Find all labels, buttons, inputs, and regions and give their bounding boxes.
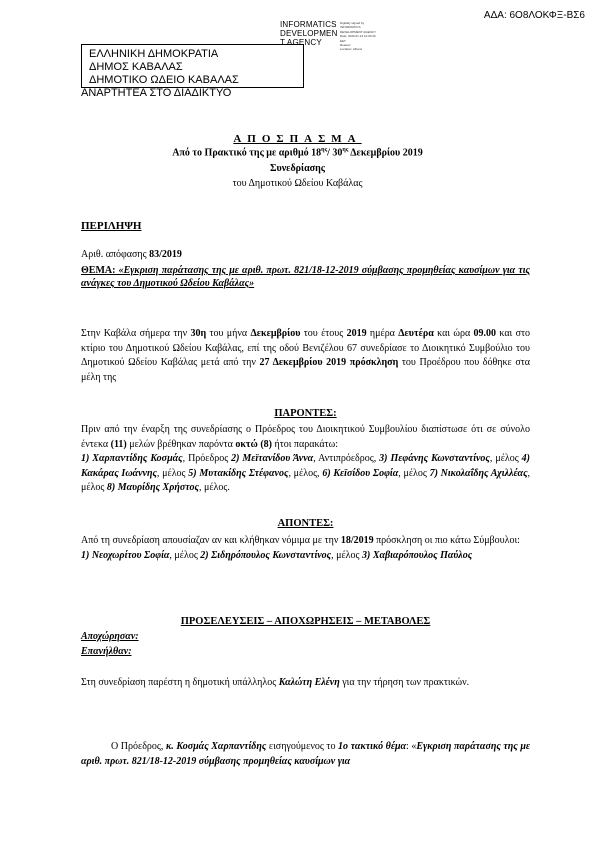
header-line-republic: ΕΛΛΗΝΙΚΗ ΔΗΜΟΚΡΑΤΙΑ [89, 48, 219, 60]
member-name: 1) Νεοχωρίτου Σοφία [81, 549, 170, 561]
closing-paragraph: Ο Πρόεδρος, κ. Κοσμάς Χαρπαντίδης εισηγούμενος το 1ο τακτικό θέμα: «Εγκριση παράτασης της με αριθ. πρωτ. 821/18-12-2019 σύμβασης προμηθείας καυσίμων για [81, 741, 531, 767]
signature-details: Digitally signed by INFORMATICS DEVELOPMENT AGENCY Date: 2020.01.13 12:30:43 EET Reason: Location: Athens [340, 21, 376, 52]
member-name: 7) Νικολαΐδης Αχιλλέας [429, 467, 528, 479]
member-name: 2) Σιδηρόπουλος Κωνσταντίνος [200, 549, 332, 561]
member-name: 5) Μυτακίδης Στέφανος [188, 467, 289, 479]
withdrew-label: Αποχώρησαν: [81, 631, 139, 642]
present-paragraph: Πριν από την έναρξη της συνεδρίασης ο Πρόεδρος του Διοικητικού Συμβουλίου διαπίστωσε ότι σε σύνολο έντεκα (11) μελών βρέθηκαν παρόντα οκτώ (8) ήτοι παρακάτω: 1) Χαρπαντίδης Κοσμάς, Πρόεδρος 2) Μεϊτανίδου Άννα, Αντιπρόεδρος, 3) Πεφάνης Κωνσταντίνος, μέλος 4) Κακάρας Ιωάννης, μέλος 5) Μυτακίδης Στέφανος, μέλος, 6) Κεϊσίδου Σοφία, μέλος 7) Νικολαΐδης Αχιλλέας, μέλος 8) Μαυρίδης Χρήστος, μέλος. [81, 424, 531, 493]
absent-paragraph: Από τη συνεδρίαση απουσίαζαν αν και κλήθηκαν νόμιμα με την 18/2019 πρόσκληση οι πιο κάτω Σύμβουλοι: 1) Νεοχωρίτου Σοφία, μέλος 2) Σιδηρόπουλος Κωνσταντίνος, μέλος 3) Χαβιαρόπουλος Παύλος [81, 535, 520, 561]
member-name: 8) Μαυρίδης Χρήστος [106, 482, 199, 493]
decision-number: Αριθ. απόφασης 83/2019 [81, 249, 182, 260]
header-line-municipality: ΔΗΜΟΣ ΚΑΒΑΛΑΣ [89, 61, 183, 73]
minutes-reference: Από το Πρακτικό της με αριθμό $18^{\eta\varsigma}/$ $30^{\eta\varsigma}$ Δεκεμβρίου 2019 [172, 147, 423, 159]
present-heading: ΠΑΡΟΝΤΕΣ: [274, 408, 337, 419]
logo-text: INFORMATICS DEVELOPMEN T AGENCY [280, 20, 338, 47]
member-name: 3) Χαβιαρόπουλος Παύλος [362, 549, 473, 561]
ada-code: ΑΔΑ: 6Ο8ΛΟΚΦΞ-ΒΣ6 [483, 10, 585, 21]
changes-heading: ΠΡΟΣΕΛΕΥΣΕΙΣ – ΑΠΟΧΩΡΗΣΕΙΣ – ΜΕΤΑΒΟΛΕΣ [180, 616, 431, 627]
intro-paragraph: Στην Καβάλα σήμερα την 30η του μήνα Δεκεμβρίου του έτους 2019 ημέρα Δευτέρα και ώρα 09.00 και στο κτίριο του Δημοτικού Ωδείου Καβάλας, επί της οδού Βενιζέλου 67 συνεδρίασε το Διοικητικό Συμβούλιο του Δημοτικού Ωδείου Καβάλας μετά από την 27 Δεκεμβρίου 2019 πρόσκληση του Προέδρου που δόθηκε στα μέλη της [81, 328, 530, 383]
member-name: 2) Μεϊτανίδου Άννα [231, 453, 314, 464]
issuer-header-box [81, 44, 304, 88]
theme-subject: ΘΕΜΑ: «Εγκριση παράτασης της με αριθ. πρωτ. 821/18-12-2019 σύμβασης προμηθείας καυσίμων για τις ανάγκες του Δημοτικού Ωδείου Καβάλας» [81, 265, 530, 289]
session-label: Συνεδρίασης [269, 163, 326, 174]
absent-heading: ΑΠΟΝΤΕΣ: [277, 518, 334, 529]
member-name: 4) Κακάρας Ιωάννης [81, 453, 531, 479]
member-name: 1) Χαρπαντίδης Κοσμάς [81, 453, 183, 464]
secretary-paragraph: Στη συνεδρίαση παρέστη η δημοτική υπάλληλος Καλώτη Ελένη για την τήρηση των πρακτικών. [81, 677, 470, 688]
member-name: 6) Κεϊσίδου Σοφία [322, 467, 399, 479]
body-name: του Δημοτικού Ωδείου Καβάλας [232, 178, 363, 189]
document-title: ΑΠΟΣΠΑΣΜΑ [233, 133, 362, 145]
summary-heading: ΠΕΡΙΛΗΨΗ [81, 220, 142, 232]
header-line-conservatory: ΔΗΜΟΤΙΚΟ ΩΔΕΙΟ ΚΑΒΑΛΑΣ [89, 74, 239, 86]
posted-online-note: ΑΝΑΡΤΗΤΕΑ ΣΤΟ ΔΙΑΔΙΚΤΥΟ [81, 87, 232, 99]
returned-label: Επανήλθαν: [81, 646, 132, 657]
member-name: 3) Πεφάνης Κωνσταντίνος [379, 453, 490, 464]
